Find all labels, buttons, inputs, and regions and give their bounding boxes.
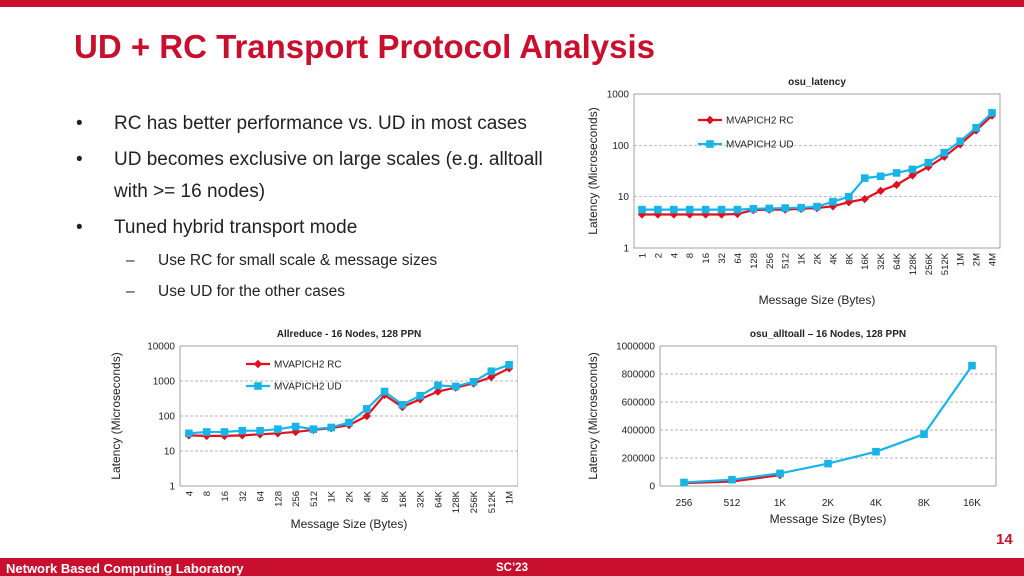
bullet-item — [74, 144, 554, 208]
data-point-ud — [861, 174, 869, 182]
data-point-ud — [238, 427, 246, 435]
data-point-ud — [185, 430, 193, 438]
chart-title: osu_alltoall – 16 Nodes, 128 PPN — [749, 329, 907, 340]
x-tick-label: 1K — [773, 498, 787, 509]
y-tick-label: 1 — [169, 481, 175, 493]
y-axis-title: Latency (Microseconds) — [109, 352, 123, 480]
x-tick-label: 8K — [380, 491, 392, 503]
x-tick-label: 4K — [828, 252, 840, 265]
data-point-ud — [327, 424, 335, 432]
x-tick-label: 32K — [876, 253, 888, 270]
y-tick-label: 1000000 — [616, 341, 655, 353]
legend-marker-ud — [254, 382, 262, 390]
x-tick-label: 1M — [504, 491, 516, 505]
data-point-ud — [434, 382, 442, 390]
legend-marker-ud — [706, 140, 714, 148]
data-point-ud — [877, 172, 885, 180]
data-point-ud — [686, 206, 694, 214]
x-tick-label: 8 — [685, 253, 697, 259]
sub-bullet-text: Use RC for small scale & message sizes — [158, 252, 438, 269]
x-tick-label: 32 — [717, 253, 729, 264]
data-point-ud — [670, 206, 678, 214]
data-point-ud — [845, 193, 853, 201]
sub-bullet-item — [74, 281, 554, 303]
data-point-ud — [776, 470, 784, 478]
y-tick-label: 600000 — [621, 397, 655, 409]
data-point-ud — [256, 427, 264, 435]
data-point-ud — [824, 460, 832, 468]
x-tick-label: 4 — [669, 253, 681, 259]
x-tick-label: 2M — [971, 253, 983, 267]
bullet-text: UD becomes exclusive on large scales (e.g. alltoall with >= 16 nodes) — [114, 149, 543, 202]
legend-label: MVAPICH2 RC — [726, 115, 794, 127]
y-tick-label: 800000 — [621, 369, 655, 381]
data-point-ud — [972, 124, 980, 132]
x-tick-label: 4M — [987, 253, 999, 267]
data-point-ud — [702, 206, 710, 214]
x-tick-label: 256K — [469, 491, 481, 514]
plot-area — [634, 94, 1000, 248]
x-tick-label: 128K — [907, 253, 919, 276]
x-tick-label: 8K — [844, 253, 856, 265]
bullet-marker: • — [76, 149, 83, 170]
x-tick-label: 256K — [923, 253, 935, 276]
data-point-ud — [203, 428, 211, 436]
x-tick-label: 1 — [637, 253, 649, 259]
x-tick-label: 128 — [273, 491, 285, 507]
x-tick-label: 64K — [892, 253, 904, 270]
y-tick-label: 100 — [612, 140, 629, 152]
x-tick-label: 32K — [415, 491, 427, 508]
x-tick-label: 8 — [202, 491, 214, 497]
data-point-ud — [470, 378, 478, 386]
x-tick-label: 64K — [433, 491, 445, 508]
y-tick-label: 10 — [163, 446, 175, 458]
y-tick-label: 1000 — [152, 376, 175, 388]
data-point-ud — [452, 383, 460, 391]
x-tick-label: 1M — [955, 253, 967, 267]
footer-lab-name: Network Based Computing Laboratory — [6, 561, 244, 576]
osu-alltoall-chart — [585, 327, 1017, 532]
bullet-list — [74, 108, 554, 312]
data-point-ud — [399, 401, 407, 409]
data-point-ud — [310, 425, 318, 433]
osu-latency-chart — [585, 68, 1017, 308]
x-tick-label: 1K — [326, 491, 338, 503]
data-point-ud — [925, 159, 933, 167]
sub-bullet-text: Use UD for the other cases — [158, 283, 345, 300]
data-point-ud — [781, 204, 789, 212]
x-tick-label: 512 — [780, 253, 792, 269]
x-tick-label: 256 — [291, 491, 303, 507]
x-tick-label: 16K — [963, 498, 981, 509]
y-tick-label: 0 — [649, 481, 655, 493]
x-tick-label: 16K — [860, 253, 872, 270]
x-tick-label: 4K — [869, 498, 883, 509]
bullet-text: RC has better performance vs. UD in most cases — [114, 113, 527, 134]
data-point-ud — [765, 205, 773, 213]
chart-svg — [108, 327, 518, 532]
data-point-ud — [274, 425, 282, 433]
data-point-ud — [363, 405, 371, 413]
data-point-ud — [968, 362, 976, 370]
data-point-ud — [638, 206, 646, 214]
bullet-item — [74, 108, 554, 140]
y-tick-label: 100 — [158, 411, 175, 423]
y-axis-title: Latency (Microseconds) — [586, 352, 600, 480]
data-point-ud — [829, 198, 837, 206]
data-point-ud — [941, 149, 949, 157]
data-point-ud — [718, 206, 726, 214]
data-point-ud — [893, 169, 901, 177]
y-tick-label: 1 — [623, 243, 629, 255]
sub-bullet-marker: – — [126, 252, 135, 269]
x-tick-label: 512K — [939, 253, 951, 276]
data-point-ud — [728, 476, 736, 484]
data-point-ud — [956, 137, 964, 145]
x-tick-label: 16 — [701, 253, 713, 264]
x-tick-label: 512 — [308, 491, 320, 507]
data-point-ud — [654, 206, 662, 214]
bullet-marker: • — [76, 217, 83, 238]
data-point-ud — [734, 206, 742, 214]
bullet-text: Tuned hybrid transport mode — [114, 217, 358, 238]
y-tick-label: 400000 — [621, 425, 655, 437]
x-tick-label: 128K — [451, 491, 463, 514]
y-axis-title: Latency (Microseconds) — [586, 107, 600, 235]
data-point-ud — [988, 109, 996, 117]
data-point-ud — [680, 479, 688, 487]
bullet-item — [74, 212, 554, 244]
footer-conference: SC’23 — [496, 562, 528, 574]
x-tick-label: 64 — [732, 253, 744, 264]
data-point-ud — [488, 367, 496, 375]
x-axis-title: Message Size (Bytes) — [290, 517, 408, 531]
data-point-ud — [797, 204, 805, 212]
legend-label: MVAPICH2 UD — [274, 381, 342, 393]
data-point-ud — [345, 419, 353, 427]
page-number: 14 — [996, 531, 1013, 548]
y-tick-label: 10000 — [147, 341, 175, 353]
data-point-ud — [292, 423, 300, 431]
x-tick-label: 32 — [237, 491, 249, 502]
slide-title: UD + RC Transport Protocol Analysis — [74, 28, 655, 65]
bullet-marker: • — [76, 113, 83, 134]
x-axis-title: Message Size (Bytes) — [758, 293, 876, 307]
x-tick-label: 2K — [821, 498, 835, 509]
x-tick-label: 64 — [255, 491, 267, 502]
data-point-ud — [813, 203, 821, 211]
data-point-ud — [909, 166, 917, 174]
chart-title: Allreduce - 16 Nodes, 128 PPN — [276, 329, 422, 340]
chart-svg — [585, 68, 1017, 308]
x-tick-label: 4K — [362, 491, 374, 503]
x-tick-label: 256 — [675, 498, 693, 509]
chart-svg — [585, 327, 1017, 532]
data-point-ud — [872, 448, 880, 456]
x-tick-label: 256 — [764, 253, 776, 269]
data-point-ud — [416, 392, 424, 400]
allreduce-chart — [108, 327, 518, 532]
x-tick-label: 1K — [796, 253, 808, 265]
x-tick-label: 512K — [486, 491, 498, 514]
legend-label: MVAPICH2 UD — [726, 139, 794, 151]
data-point-ud — [381, 388, 389, 396]
data-point-ud — [920, 430, 928, 438]
x-tick-label: 4 — [184, 491, 196, 497]
sub-bullet-item — [74, 250, 554, 272]
top-accent-bar — [0, 0, 1024, 7]
x-tick-label: 16K — [397, 491, 409, 508]
y-tick-label: 200000 — [621, 453, 655, 465]
data-point-ud — [750, 205, 758, 213]
y-tick-label: 10 — [617, 192, 629, 204]
x-tick-label: 2 — [653, 253, 665, 259]
x-tick-label: 512 — [723, 498, 741, 509]
sub-bullet-marker: – — [126, 283, 135, 300]
chart-title: osu_latency — [788, 77, 846, 88]
x-axis-title: Message Size (Bytes) — [769, 512, 887, 526]
x-tick-label: 2K — [812, 253, 824, 265]
data-point-ud — [505, 361, 513, 369]
legend-label: MVAPICH2 RC — [274, 359, 342, 371]
x-tick-label: 8K — [917, 498, 931, 509]
x-tick-label: 16 — [219, 491, 231, 502]
x-tick-label: 128 — [748, 253, 760, 269]
data-point-ud — [221, 428, 229, 436]
x-tick-label: 2K — [344, 491, 356, 503]
y-tick-label: 1000 — [606, 89, 629, 101]
